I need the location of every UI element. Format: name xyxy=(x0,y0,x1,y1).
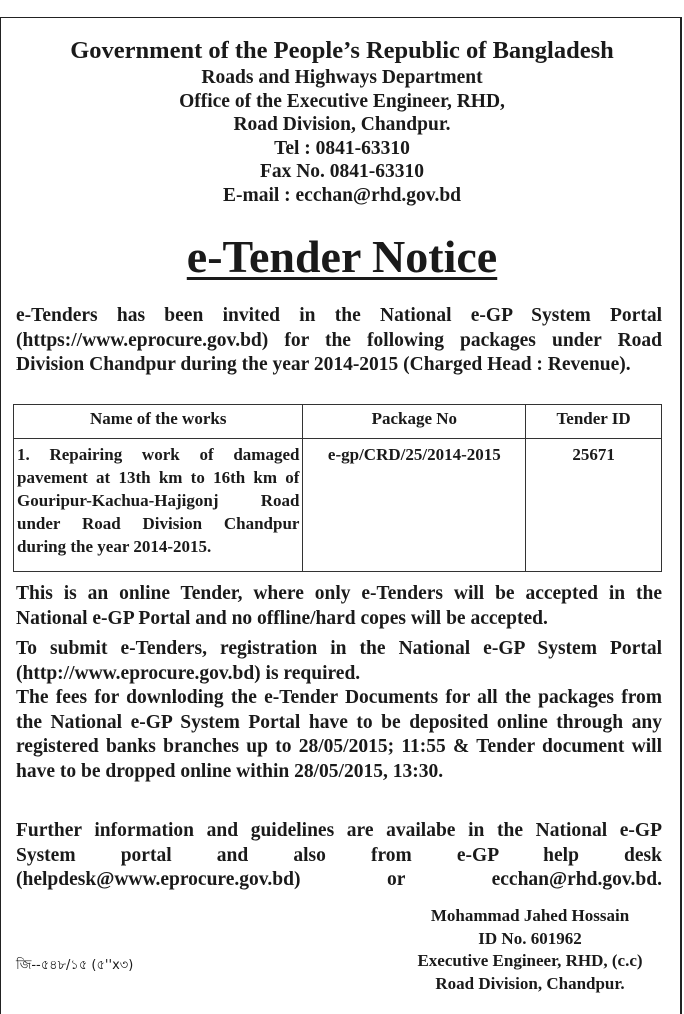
table-header-row xyxy=(14,405,662,439)
signatory-id: ID No. 601962 xyxy=(478,928,582,948)
intro-paragraph: e-Tenders has been invited in the National e-GP System Portal (https://www.eprocure.gov.bd) for the following packages under Road Division Chandpur during the year 2014-2015 (Charged Head : Revenue). xyxy=(16,305,662,375)
signatory-designation: Executive Engineer, RHD, (c.c) xyxy=(417,951,643,970)
package-number: e-gp/CRD/25/2014-2015 xyxy=(303,439,526,572)
memo-code: জি--৫৪৮/১৫ (৫''x৩) xyxy=(16,958,134,973)
header-package-no: Package No xyxy=(303,405,526,439)
works-table xyxy=(13,404,662,572)
fees-paragraph: The fees for downloding the e-Tender Documents for all the packages from the National e-GP System Portal have to be deposited online through any registered banks branches up to 28/05/2015; 11:55 & Tender document will have to be dropped online within 28/05/2015, 13:30. xyxy=(16,687,662,782)
header-name-of-works: Name of the works xyxy=(14,405,303,439)
notice-title-text: e-Tender Notice xyxy=(186,231,498,282)
signature-block xyxy=(390,905,670,995)
registration-paragraph: To submit e-Tenders, registration in the National e-GP System Portal (http://www.eprocure.gov.bd) is required. xyxy=(16,638,662,684)
division-line: Road Division, Chandpur. xyxy=(233,114,451,135)
header-tender-id: Tender ID xyxy=(526,405,662,439)
tender-id: 25671 xyxy=(526,439,662,572)
telephone-line: Tel : 0841-63310 xyxy=(274,137,410,159)
email-line: E-mail : ecchan@rhd.gov.bd xyxy=(222,184,462,206)
work-description: 1. Repairing work of damaged pavement at 13th km to 16th km of Gouripur-Kachua-Hajigonj Road under Road Division Chandpur during the year 2014-2015. xyxy=(14,439,303,572)
government-heading: Government of the People’s Republic of Bangladesh xyxy=(70,37,614,64)
table-row xyxy=(14,439,662,572)
online-tender-paragraph: This is an online Tender, where only e-Tenders will be accepted in the National e-GP Portal and no offline/hard copes will be accepted. xyxy=(16,583,662,629)
signatory-name: Mohammad Jahed Hossain xyxy=(430,906,630,925)
office-line: Office of the Executive Engineer, RHD, xyxy=(179,90,505,112)
further-info-paragraph: Further information and guidelines are availabe in the National e-GP System portal and also from e-GP help desk (helpdesk@www.eprocure.gov.bd) or ecchan@rhd.gov.bd. xyxy=(16,820,662,890)
notice-title xyxy=(0,229,684,285)
signatory-office: Road Division, Chandpur. xyxy=(435,973,625,993)
department-line: Roads and Highways Department xyxy=(201,67,483,88)
fax-line: Fax No. 0841-63310 xyxy=(259,161,425,182)
